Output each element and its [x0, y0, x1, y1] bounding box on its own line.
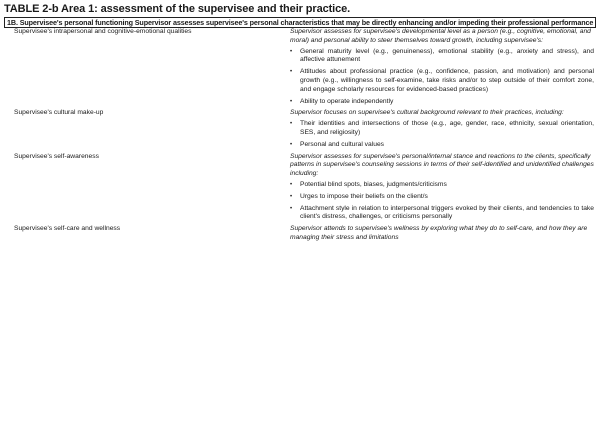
bullet-list [290, 120, 594, 149]
row-description [290, 153, 596, 226]
row-description [290, 109, 596, 152]
row-description [290, 225, 596, 243]
table-header: 1B. Supervisee's personal functioning Supervisor assesses supervisee's personal characteristics that may be directly enhancing and/or impeding their professional performance [4, 17, 596, 28]
bullet-list [290, 48, 594, 107]
table-row [4, 28, 596, 109]
bullet-item: • Personal and cultural values [290, 141, 594, 150]
assessment-table [4, 17, 596, 243]
bullet-item: • Urges to impose their beliefs on the client/s [290, 193, 594, 202]
bullet-item: • Ability to operate independently [290, 98, 594, 107]
table-title: TABLE 2-b Area 1: assessment of the supervisee and their practice. [4, 3, 351, 15]
row-label: Supervisee's self-awareness [14, 152, 99, 160]
row-intro: Supervisor assesses for supervisee's personal/internal stance and reactions to the clients, specifically patterns in supervisee's counseling sessions in terms of their self-identified and unidentified challenges including: [290, 152, 594, 178]
bullet-item: • General maturity level (e.g., genuineness), emotional stability (e.g., anxiety and stress), and affective attunement [290, 48, 594, 66]
bullet-item: • Attachment style in relation to interpersonal triggers evoked by their clients, and tendencies to take client's distress, challenges, or criticisms personally [290, 205, 594, 223]
row-description [290, 28, 596, 109]
bullet-list [290, 181, 594, 222]
table-row [4, 109, 596, 152]
bullet-item: • Attitudes about professional practice (e.g., confidence, passion, and motivation) and personal growth (e.g., willingness to self-examine, take risks and/or to step outside of their comfort zone, and engage scholarly resources for evidenced-based practices) [290, 68, 594, 94]
row-label: Supervisee's intrapersonal and cognitive-emotional qualities [14, 28, 192, 35]
bullet-item: • Their identities and intersections of those (e.g., age, gender, race, ethnicity, sexual orientation, SES, and religiosity) [290, 120, 594, 138]
table-row [4, 153, 596, 226]
row-intro: Supervisor assesses for supervisee's developmental level as a person (e.g., cognitive, emotional, and moral) and personal ability to steer themselves toward growth, including supervisee's: [290, 28, 591, 44]
table-row [4, 225, 596, 243]
row-label: Supervisee's self-care and wellness [14, 225, 121, 233]
row-label: Supervisee's cultural make-up [14, 109, 104, 117]
bullet-item: • Potential blind spots, biases, judgments/criticisms [290, 181, 594, 190]
row-intro: Supervisor attends to supervisee's wellness by exploring what they do to self-care, and how they are managing their stress and limitations [290, 225, 588, 241]
row-intro: Supervisor focuses on supervisee's cultural background relevant to their practices, including: [290, 109, 564, 117]
